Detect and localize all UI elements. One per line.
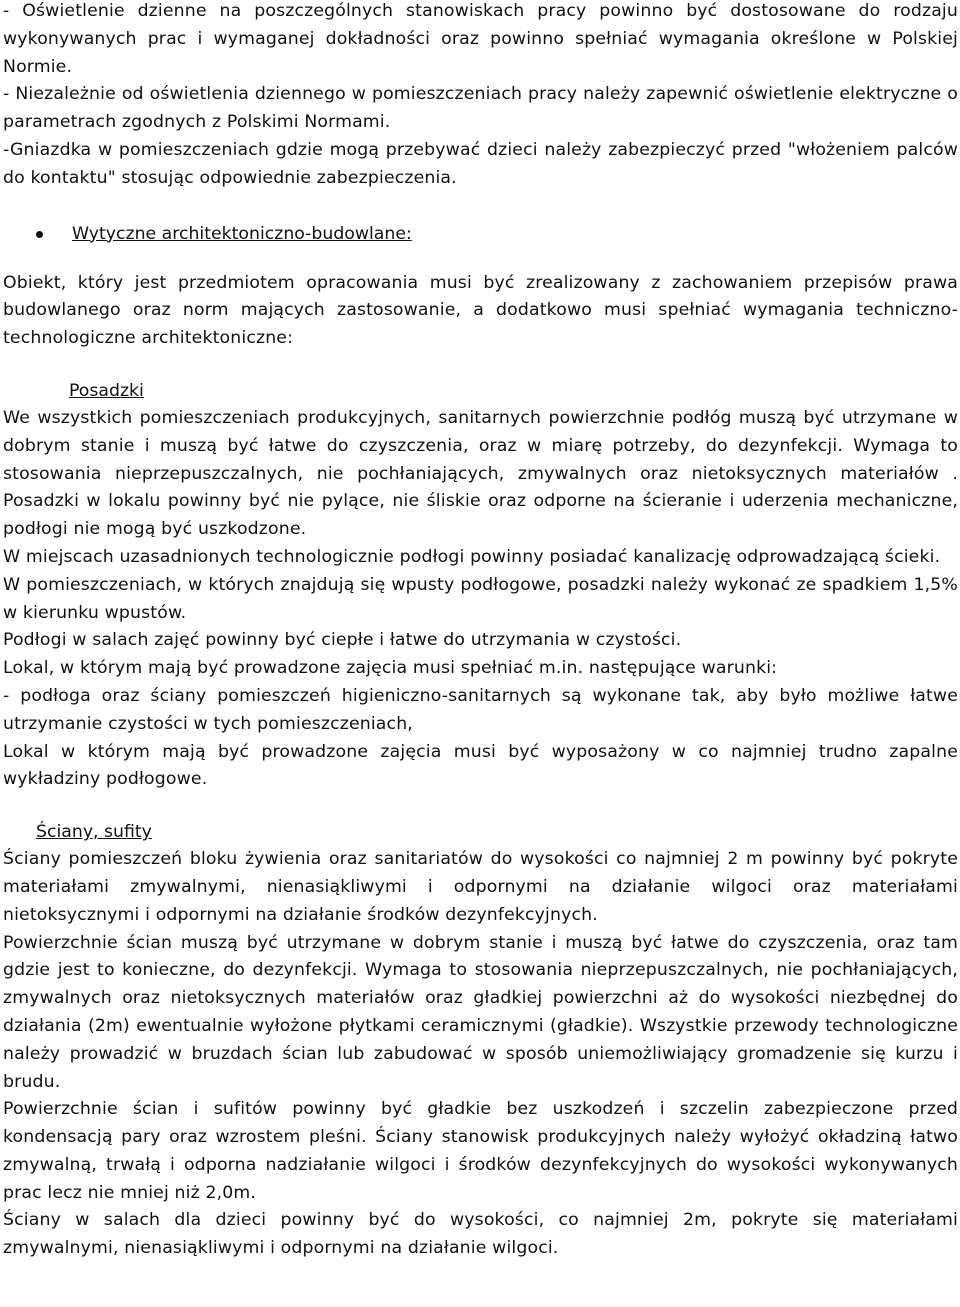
- paragraph-object-requirements: Obiekt, który jest przedmiotem opracowania musi być zrealizowany z zachowaniem przepisów prawa budowlanego oraz norm mających zastosowanie, a dodatkowo musi spełniać wymagania techniczno-technologiczne architektoniczne:: [3, 272, 958, 349]
- paragraph-walls-classrooms: Ściany w salach dla dzieci powinny być do wysokości, co najmniej 2m, pokryte się materiałami zmywalnymi, nienasiąkliwymi i odpornymi na działanie wilgoci.: [3, 1210, 958, 1259]
- bullet-heading-text: Wytyczne architektoniczno-budowlane:: [72, 223, 412, 244]
- paragraph-premises-conditions: Lokal, w którym mają być prowadzone zajęcia musi spełniać m.in. następujące warunki:: [3, 658, 778, 679]
- section-heading-posadzki: Posadzki: [69, 380, 144, 401]
- paragraph-floors-general: We wszystkich pomieszczeniach produkcyjnych, sanitarnych powierzchnie podłóg muszą być utrzymane w dobrym stanie i muszą być łatwe do czyszczenia, oraz w miarę potrzeby, do dezynfekcji. Wymaga to stosowania nieprzepuszczalnych, nie pochłaniających, zmywalnych oraz nietoksycznych materiałów . Posadzki w lokalu powinny być nie pylące, nie śliskie oraz odporne na ścieranie i uderzenia mechaniczne, podłogi nie mogą być uszkodzone.: [3, 407, 958, 540]
- paragraph-hygiene-rooms: - podłoga oraz ściany pomieszczeń higieniczno-sanitarnych są wykonane tak, aby było możliwe łatwe utrzymanie czystości w tych pomieszczeniach,: [3, 685, 958, 734]
- paragraph-walls-kitchen: Ściany pomieszczeń bloku żywienia oraz sanitariatów do wysokości co najmniej 2 m powinny być pokryte materiałami zmywalnymi, nienasiąkliwymi i odpornymi na działanie wilgoci oraz materiałami nietoksycznymi i odpornymi na działanie środków dezynfekcyjnych.: [3, 849, 958, 925]
- bullet-heading: [3, 220, 958, 248]
- paragraph-daylight: - Oświetlenie dzienne na poszczególnych stanowiskach pracy powinno być dostosowane do rodzaju wykonywanych prac i wymaganej dokładności oraz powinno spełniać wymagania określone w Polskiej Normie.: [3, 1, 958, 77]
- paragraph-floors-slope: W pomieszczeniach, w których znajdują się wpusty podłogowe, posadzki należy wykonać ze spadkiem 1,5% w kierunku wpustów.: [3, 574, 958, 623]
- paragraph-electric-lighting: - Niezależnie od oświetlenia dziennego w pomieszczeniach pracy należy zapewnić oświetlenie elektryczne o parametrach zgodnych z Polskimi Normami.: [3, 84, 958, 133]
- intro-section: [3, 0, 958, 193]
- section-posadzki: [3, 377, 958, 794]
- paragraph-floors-classrooms: Podłogi w salach zajęć powinny być ciepłe i łatwe do utrzymania w czystości.: [3, 630, 682, 651]
- bullet-icon: [36, 231, 43, 238]
- paragraph-floors-drainage: W miejscach uzasadnionych technologicznie podłogi powinny posiadać kanalizację odprowadzającą ścieki.: [3, 546, 941, 567]
- section-heading-sciany: Ściany, sufity: [36, 822, 152, 843]
- paragraph-walls-ceilings: Powierzchnie ścian i sufitów powinny być gładkie bez uszkodzeń i szczelin zabezpieczone przed kondensacją pary oraz wzrostem pleśni. Ściany stanowisk produkcyjnych należy wyłożyć okładziną łatwo zmywalną, trwałą i odporna nadziałanie wilgoci i środków dezynfekcyjnych do wysokości wykonywanych prac lecz nie mniej niż 2,0m.: [3, 1099, 958, 1203]
- paragraph-floor-coverings: Lokal w którym mają być prowadzone zajęcia musi być wyposażony w co najmniej trudno zapalne wykładziny podłogowe.: [3, 741, 958, 790]
- section-sciany: [3, 818, 958, 1263]
- paragraph-sockets: -Gniazdka w pomieszczeniach gdzie mogą przebywać dzieci należy zabezpieczyć przed "włożeniem palców do kontaktu" stosując odpowiednie zabezpieczenia.: [3, 139, 958, 188]
- paragraph-walls-surfaces: Powierzchnie ścian muszą być utrzymane w dobrym stanie i muszą być łatwe do czyszczenia, oraz tam gdzie jest to konieczne, do dezynfekcji. Wymaga to stosowania nieprzepuszczalnych, nie pochłaniających, zmywalnych oraz nietoksycznych materiałów oraz gładkiej powierzchni aż do wysokości niezbędnej do działania (2m) ewentualnie wyłożone płytkami ceramicznymi (gładkie). Wszystkie przewody technologiczne należy prowadzić w bruzdach ścian lub zabudować w sposób uniemożliwiający gromadzenie się kurzu i brudu.: [3, 932, 958, 1092]
